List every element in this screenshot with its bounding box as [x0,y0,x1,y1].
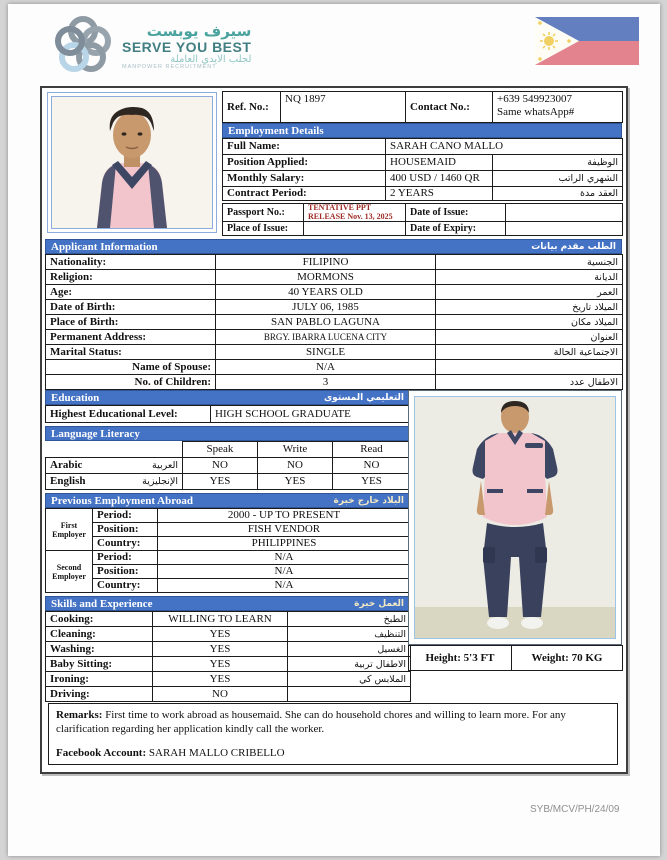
age-value: 40 YEARS OLD [216,285,436,300]
cooking-value: WILLING TO LEARN [153,612,288,627]
second-employer-label: Second Employer [46,551,93,593]
portrait-photo [51,96,213,229]
contact-number: +639 549923007 [497,93,572,105]
employment-details-table [222,138,623,201]
date-of-birth-arabic: الميلاد تاريخ [436,300,623,315]
table-row [46,330,623,345]
philippines-flag-icon [535,17,639,70]
applicant-information-header [45,239,622,254]
contact-no-label: Contact No.: [406,92,493,123]
facebook-account-line: Facebook Account: SARAH MALLO CRIBELLO [56,747,285,759]
write-column-header: Write [258,442,333,458]
full-name-label: Full Name: [223,139,386,155]
previous-employment-title-arabic: البلاد خارج خبرة [333,495,404,506]
baby-sitting-label: Baby Sitting: [46,657,153,672]
table-row [46,523,411,537]
baby-sitting-value: YES [153,657,288,672]
driving-label: Driving: [46,687,153,702]
second-position-label: Position: [93,565,158,579]
skills-experience-title-arabic: العمل خبرة [354,598,404,609]
cooking-arabic: الطبخ [288,612,411,627]
table-row [223,155,623,171]
first-position-label: Position: [93,523,158,537]
portrait-photo-frame [47,92,217,233]
ref-no-value: NQ 1897 [281,92,406,123]
language-literacy-title: Language Literacy [51,427,140,440]
second-period-label: Period: [93,551,158,565]
table-row [223,171,623,187]
previous-employment-header [45,493,410,508]
facebook-account-label: Facebook Account [56,747,143,759]
no-of-children-value: 3 [216,375,436,390]
contact-whatsapp-note: Same whatsApp# [497,106,575,118]
table-row [46,551,411,565]
ironing-arabic: الملابس كي [288,672,411,687]
applicant-information-title-arabic: الطلب مقدم بيانات [531,241,616,252]
table-row [46,672,411,687]
table-row [46,458,411,474]
logo-arabic-name: سيرف يوبست [146,22,252,41]
position-applied-value: HOUSEMAID [386,155,493,171]
left-column [45,390,410,702]
monthly-salary-arabic: الشهري الراتب [493,171,623,187]
table-row [46,579,411,593]
passport-no-label: Passport No.: [223,204,304,222]
ref-contact-table [222,91,623,123]
language-corner-cell [46,442,183,458]
date-of-issue-value [506,204,623,222]
table-row [46,285,623,300]
washing-label: Washing: [46,642,153,657]
table-row [46,657,411,672]
english-language-ar: الإنجليزية [142,476,178,487]
place-of-issue-value [304,222,406,236]
nationality-arabic: الجنسية [436,255,623,270]
position-applied-arabic: الوظيفة [493,155,623,171]
ironing-value: YES [153,672,288,687]
date-of-birth-label: Date of Birth: [46,300,216,315]
height-value: Height: 5'3 FT [409,646,512,671]
table-row [46,270,623,285]
place-of-issue-label: Place of Issue: [223,222,304,236]
first-country-label: Country: [93,537,158,551]
ironing-label: Ironing: [46,672,153,687]
logo-arabic-tagline: لجلب الايدي العاملة [170,53,252,65]
full-name-value: SARAH CANO MALLO [386,139,623,155]
no-of-children-label: No. of Children: [46,375,216,390]
employment-details-header [222,123,622,138]
full-body-photo [414,396,616,639]
table-row [46,360,623,375]
top-tables [222,91,622,236]
religion-value: MORMONS [216,270,436,285]
table-row [46,565,411,579]
date-of-birth-value: JULY 06, 1985 [216,300,436,315]
table-row [46,255,623,270]
contract-period-label: Contract Period: [223,187,386,201]
nationality-label: Nationality: [46,255,216,270]
date-of-expiry-value [506,222,623,236]
no-of-children-arabic: الاطفال عدد [436,375,623,390]
table-row [46,315,623,330]
place-of-birth-value: SAN PABLO LAGUNA [216,315,436,330]
second-country-label: Country: [93,579,158,593]
applicant-information-table [45,254,623,390]
religion-arabic: الديانة [436,270,623,285]
table-row [223,222,623,236]
washing-arabic: الغسيل [288,642,411,657]
driving-value: NO [153,687,288,702]
table-row [46,474,411,490]
agency-logo [52,14,251,81]
language-literacy-header [45,426,410,441]
skills-experience-title: Skills and Experience [51,597,153,610]
logo-tagline: MANPOWER RECRUITMENT [122,64,217,71]
ref-no-label: Ref. No.: [223,92,281,123]
permanent-address-arabic: العنوان [436,330,623,345]
applicant-information-section [45,239,622,390]
table-row [46,375,623,390]
cv-content-frame [40,86,628,774]
table-row [46,509,411,523]
contact-no-value [493,92,623,123]
education-title: Education [51,391,100,404]
english-speak-value: YES [183,474,258,490]
read-column-header: Read [333,442,411,458]
skills-experience-table [45,611,411,702]
logo-text [122,24,251,71]
english-language-label [46,474,183,490]
cleaning-arabic: التنظيف [288,627,411,642]
previous-employment-title: Previous Employment Abroad [51,494,193,507]
cooking-label: Cooking: [46,612,153,627]
table-row [46,627,411,642]
education-title-arabic: التعليمي المستوى [323,392,404,403]
marital-status-value: SINGLE [216,345,436,360]
english-write-value: YES [258,474,333,490]
logo-knot-icon [52,14,114,81]
washing-value: YES [153,642,288,657]
age-arabic: العمر [436,285,623,300]
first-period-value: 2000 - UP TO PRESENT [158,509,411,523]
facebook-account-value: SARAH MALLO CRIBELLO [148,747,285,759]
name-of-spouse-value: N/A [216,360,436,375]
ref-contact-row [223,92,623,123]
table-row [46,300,623,315]
first-position-value: FISH VENDOR [158,523,411,537]
name-of-spouse-arabic [436,360,623,375]
height-weight-table [408,645,623,671]
table-row [223,204,623,222]
remarks-label: Remarks: [56,709,103,721]
table-row [46,442,411,458]
skills-experience-header [45,596,410,611]
second-position-value: N/A [158,565,411,579]
table-row [46,612,411,627]
table-row [46,537,411,551]
table-row [46,345,623,360]
age-label: Age: [46,285,216,300]
highest-educational-level-value: HIGH SCHOOL GRADUATE [211,406,411,423]
marital-status-arabic: الاجتماعية الحالة [436,345,623,360]
cleaning-label: Cleaning: [46,627,153,642]
document-reference-code: SYB/MCV/PH/24/09 [530,804,620,815]
weight-value: Weight: 70 KG [512,646,623,671]
contract-period-arabic: العقد مدة [493,187,623,201]
arabic-language-label [46,458,183,474]
driving-arabic [288,687,411,702]
english-language-en: English [50,475,86,487]
table-row [223,187,623,201]
nationality-value: FILIPINO [216,255,436,270]
employment-details-title: Employment Details [228,124,324,137]
right-column [408,390,622,671]
table-row [409,646,623,671]
remarks-body: First time to work abroad as housemaid. She can do household chores and willing to learn more. For any clarification regarding her application kindly call the worker. [56,709,566,735]
first-employer-label: First Employer [46,509,93,551]
speak-column-header: Speak [183,442,258,458]
logo-name: SERVE YOU BEST [122,38,252,55]
cleaning-value: YES [153,627,288,642]
table-row [46,687,411,702]
position-applied-label: Position Applied: [223,155,386,171]
arabic-write-value: NO [258,458,333,474]
monthly-salary-value: 400 USD / 1460 QR [386,171,493,187]
table-row [46,642,411,657]
arabic-speak-value: NO [183,458,258,474]
table-row [223,139,623,155]
religion-label: Religion: [46,270,216,285]
language-literacy-table [45,441,411,490]
full-body-photo-frame [408,390,622,645]
previous-employment-table [45,508,411,593]
monthly-salary-label: Monthly Salary: [223,171,386,187]
arabic-language-ar: العربية [152,460,178,471]
permanent-address-label: Permanent Address: [46,330,216,345]
baby-sitting-arabic: الاطفال تربية [288,657,411,672]
table-row [46,406,411,423]
passport-table [222,203,623,236]
passport-no-value: TENTATIVE PPT RELEASE Nov. 13, 2025 [304,204,406,222]
remarks-text [56,708,610,736]
remarks-box [48,703,618,765]
arabic-language-en: Arabic [50,459,83,471]
education-table [45,405,411,423]
document-page [8,4,660,856]
permanent-address-value: BRGY. IBARRA LUCENA CITY [216,330,436,345]
first-country-value: PHILIPPINES [158,537,411,551]
second-country-value: N/A [158,579,411,593]
name-of-spouse-label: Name of Spouse: [46,360,216,375]
education-header [45,390,410,405]
first-period-label: Period: [93,509,158,523]
date-of-issue-label: Date of Issue: [406,204,506,222]
second-period-value: N/A [158,551,411,565]
highest-educational-level-label: Highest Educational Level: [46,406,211,423]
english-read-value: YES [333,474,411,490]
applicant-information-title: Applicant Information [51,240,158,253]
marital-status-label: Marital Status: [46,345,216,360]
contract-period-value: 2 YEARS [386,187,493,201]
place-of-birth-label: Place of Birth: [46,315,216,330]
arabic-read-value: NO [333,458,411,474]
date-of-expiry-label: Date of Expiry: [406,222,506,236]
place-of-birth-arabic: الميلاد مكان [436,315,623,330]
